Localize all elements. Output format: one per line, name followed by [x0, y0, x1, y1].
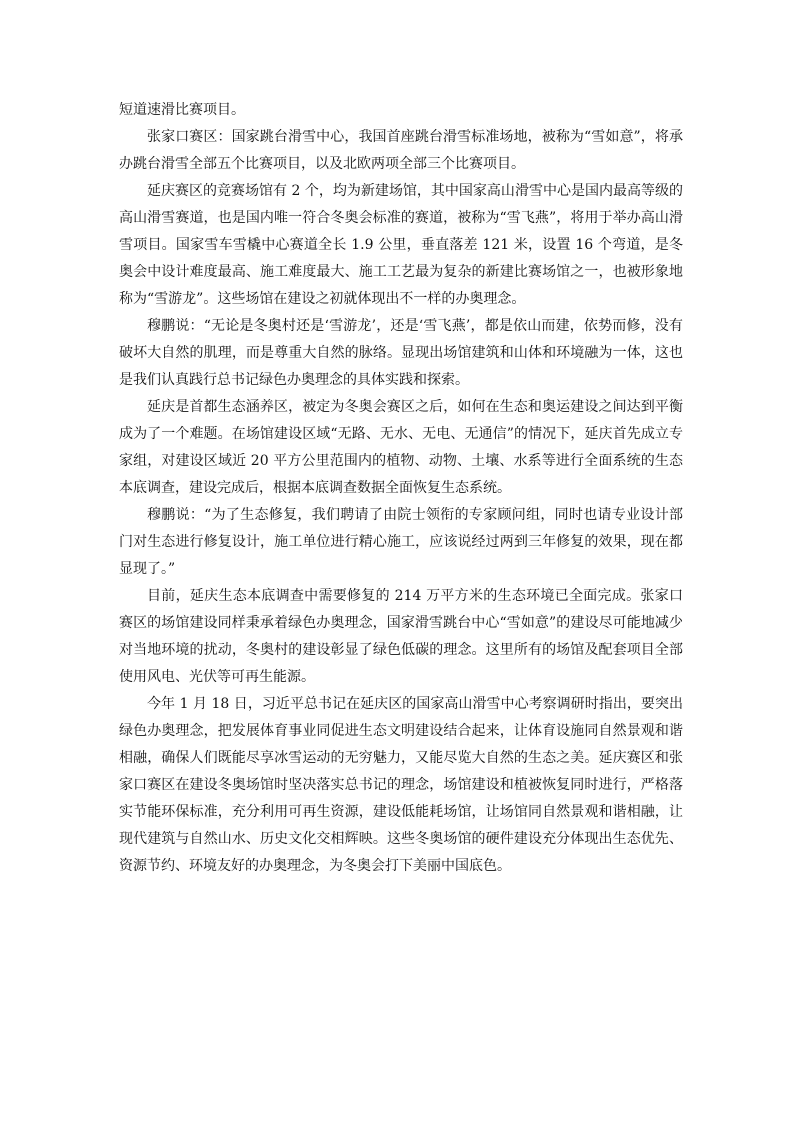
- paragraph-mu-peng-quote-2: 穆鹏说：“为了生态修复，我们聘请了由院士领衔的专家顾问组，同时也请专业设计部门对生态进行修复设计，施工单位进行精心施工，应该说经过两到三年修复的效果，现在都显现了。”: [119, 507, 683, 577]
- paragraph-continuation: 短道速滑比赛项目。: [119, 102, 245, 118]
- paragraph-zhangjiakou-venue: 张家口赛区：国家跳台滑雪中心，我国首座跳台滑雪标准场地，被称为“雪如意”，将承办跳台滑雪全部五个比赛项目，以及北欧两项全部三个比赛项目。: [119, 129, 683, 172]
- paragraph-ecological-survey: 延庆是首都生态涵养区，被定为冬奥会赛区之后，如何在生态和奥运建设之间达到平衡成为了一个难题。在场馆建设区域“无路、无水、无电、无通信”的情况下，延庆首先成立专家组，对建设区域近 20 平方公里范围内的植物、动物、土壤、水系等进行全面系统的生态本底调查，建设完成后，根据本底调查数据全面恢复生态系统。: [119, 399, 683, 496]
- paragraph-mu-peng-quote-1: 穆鹏说：“无论是冬奥村还是‘雪游龙’，还是‘雪飞燕’，都是依山而建，依势而修，没有破坏大自然的肌理，而是尊重大自然的脉络。显现出场馆建筑和山体和环境融为一体，这也是我们认真践行总书记绿色办奥理念的具体实践和探索。: [119, 318, 683, 388]
- document-body: [119, 97, 683, 880]
- paragraph-green-olympics: 今年 1 月 18 日，习近平总书记在延庆区的国家高山滑雪中心考察调研时指出，要突出绿色办奥理念，把发展体育事业同促进生态文明建设结合起来，让体育设施同自然景观和谐相融，确保人们既能尽享冰雪运动的无穷魅力，又能尽览大自然的生态之美。延庆赛区和张家口赛区在建设冬奥场馆时坚决落实总书记的理念，场馆建设和植被恢复同时进行，严格落实节能环保标准，充分利用可再生资源，建设低能耗场馆，让场馆同自然景观和谐相融，让现代建筑与自然山水、历史文化交相辉映。这些冬奥场馆的硬件建设充分体现出生态优先、资源节约、环境友好的办奥理念，为冬奥会打下美丽中国底色。: [119, 696, 683, 874]
- paragraph-restoration-complete: 目前，延庆生态本底调查中需要修复的 214 万平方米的生态环境已全面完成。张家口赛区的场馆建设同样秉承着绿色办奥理念，国家滑雪跳台中心“雪如意”的建设尽可能地减少对当地环境的扰动，冬奥村的建设彰显了绿色低碳的理念。这里所有的场馆及配套项目全部使用风电、光伏等可再生能源。: [119, 588, 683, 685]
- paragraph-yanqing-venues: 延庆赛区的竞赛场馆有 2 个，均为新建场馆，其中国家高山滑雪中心是国内最高等级的高山滑雪赛道，也是国内唯一符合冬奥会标准的赛道，被称为“雪飞燕”，将用于举办高山滑雪项目。国家雪车雪橇中心赛道全长 1.9 公里，垂直落差 121 米，设置 16 个弯道，是冬奥会中设计难度最高、施工难度最大、施工工艺最为复杂的新建比赛场馆之一，也被形象地称为“雪游龙”。这些场馆在建设之初就体现出不一样的办奥理念。: [119, 183, 683, 307]
